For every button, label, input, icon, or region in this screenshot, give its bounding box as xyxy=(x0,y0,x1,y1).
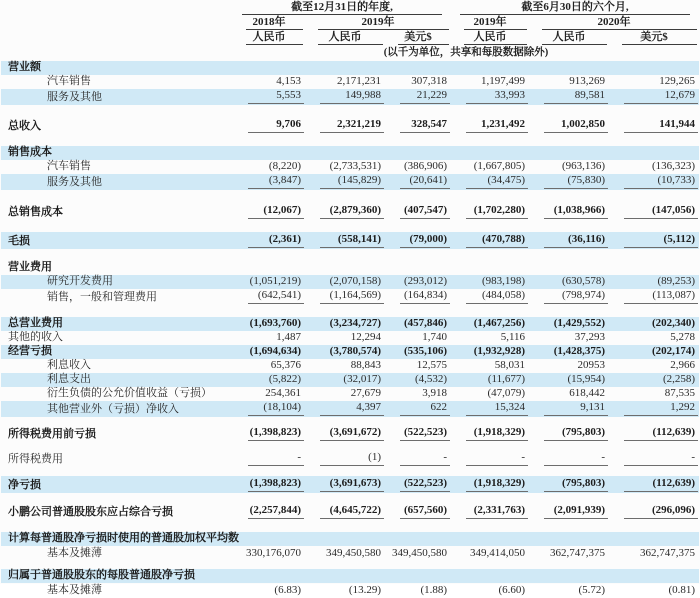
spacer-row xyxy=(1,561,699,569)
row-label: 汽车销售 xyxy=(47,75,91,87)
cell-value: (1,429,552) xyxy=(529,317,609,331)
cell-value: 254,361 xyxy=(265,387,301,399)
cell-value: 5,553 xyxy=(233,89,305,105)
cell-value: 9,706 xyxy=(233,117,305,134)
table-row xyxy=(1,146,699,160)
cell-value: (386,906) xyxy=(403,160,448,172)
cell-value: 149,988 xyxy=(305,89,385,105)
cell-value: 362,747,375 xyxy=(640,547,696,559)
cell-value xyxy=(305,146,385,160)
cell-value xyxy=(529,61,609,75)
row-label: 经营亏损 xyxy=(1,345,233,359)
cell-value xyxy=(385,146,451,160)
spacer-cell xyxy=(1,105,699,117)
table-row xyxy=(1,261,699,275)
row-label: 基本及摊薄 xyxy=(47,547,102,559)
cell-value: 5,278 xyxy=(670,331,696,343)
table-row xyxy=(1,289,699,305)
cell-value: (8,220) xyxy=(268,160,301,172)
cell-value xyxy=(233,146,305,160)
row-label: 基本及摊薄 xyxy=(47,584,102,596)
row-label: 净亏损 xyxy=(1,476,233,493)
cell-value: (293,012) xyxy=(385,275,451,289)
cell-value xyxy=(233,261,305,275)
cell-value xyxy=(305,569,385,583)
cell-value: (12,067) xyxy=(233,203,305,220)
table-row xyxy=(1,451,699,467)
table-body xyxy=(1,61,699,598)
cell-value: (18,104) xyxy=(233,401,305,417)
cell-value: (1,398,823) xyxy=(233,425,305,442)
row-label: 总销售成本 xyxy=(8,206,63,218)
table-row xyxy=(1,275,699,289)
cell-value: (3,780,574) xyxy=(305,345,385,359)
cell-value: (522,523) xyxy=(385,425,451,442)
spacer-cell xyxy=(1,190,699,203)
cell-value: 362,747,375 xyxy=(550,547,606,559)
cell-value: 20953 xyxy=(577,359,606,371)
currency-col-1: 人民币 xyxy=(233,31,305,46)
spacer-cell xyxy=(1,220,699,232)
cell-value: 330,176,070 xyxy=(246,547,301,559)
cell-value: 89,581 xyxy=(529,89,609,105)
row-label: 营业费用 xyxy=(8,261,52,273)
cell-value: (983,198) xyxy=(451,275,529,289)
cell-value: (1,702,280) xyxy=(451,203,529,220)
table-row xyxy=(1,117,699,134)
cell-value: (3,234,727) xyxy=(305,317,385,331)
cell-value: 88,843 xyxy=(350,359,381,371)
cell-value: 33,993 xyxy=(451,89,529,105)
cell-value: (2,361) xyxy=(233,232,305,249)
year-2019-interim: 2019年 xyxy=(451,16,529,31)
income-statement-table xyxy=(1,0,699,598)
row-label: 计算每普通股净亏损时使用的普通股加权平均数 xyxy=(1,532,233,546)
spacer-row xyxy=(1,190,699,203)
cell-value: (1,398,823) xyxy=(233,476,305,493)
cell-value: (1,918,329) xyxy=(451,425,529,442)
cell-value: 65,376 xyxy=(270,359,301,371)
cell-value: (112,639) xyxy=(609,425,699,442)
header-currencies xyxy=(1,31,699,46)
header-years xyxy=(1,16,699,31)
cell-value: (1,667,805) xyxy=(473,160,526,172)
cell-value: - xyxy=(451,451,529,467)
spacer-row xyxy=(1,442,699,451)
header-units-note-row xyxy=(1,46,699,61)
row-label: 汽车销售 xyxy=(47,160,91,172)
cell-value: 349,450,580 xyxy=(392,547,448,559)
cell-value: 3,918 xyxy=(422,387,448,399)
cell-value xyxy=(305,261,385,275)
cell-value: (2,733,531) xyxy=(329,160,381,172)
cell-value: (1,467,256) xyxy=(451,317,529,331)
table-row xyxy=(1,160,699,174)
cell-value: 1,740 xyxy=(422,331,448,343)
cell-value xyxy=(529,569,609,583)
cell-value: (1,164,569) xyxy=(305,289,385,305)
cell-value: 2,966 xyxy=(670,359,696,371)
cell-value: (630,578) xyxy=(529,275,609,289)
table-row xyxy=(1,569,699,583)
cell-value: - xyxy=(609,451,699,467)
spacer-row xyxy=(1,520,699,532)
spacer-row xyxy=(1,249,699,261)
cell-value: 2,321,219 xyxy=(305,117,385,134)
spacer-row xyxy=(1,417,699,425)
table-row xyxy=(1,425,699,442)
cell-value: (1,051,219) xyxy=(233,275,305,289)
spacer-cell xyxy=(1,520,699,532)
cell-value xyxy=(233,532,305,546)
cell-value: 87,535 xyxy=(664,387,696,399)
cell-value: (15,954) xyxy=(529,373,609,387)
table-row xyxy=(1,203,699,220)
row-label: 毛损 xyxy=(1,232,233,249)
cell-value xyxy=(609,61,699,75)
cell-value: (202,340) xyxy=(609,317,699,331)
cell-value: (47,079) xyxy=(487,387,526,399)
header-label-spacer xyxy=(1,0,233,16)
cell-value: (795,803) xyxy=(529,425,609,442)
row-label: 研究开发费用 xyxy=(1,275,233,289)
cell-value: - xyxy=(233,451,305,467)
cell-value: 12,575 xyxy=(416,359,448,371)
row-label: 利息收入 xyxy=(47,359,91,371)
cell-value: (795,803) xyxy=(529,476,609,493)
year-2018: 2018年 xyxy=(233,16,305,31)
table-row xyxy=(1,317,699,331)
cell-value: (6.83) xyxy=(274,584,301,596)
cell-value: 4,153 xyxy=(276,75,301,87)
cell-value xyxy=(451,146,529,160)
cell-value: (202,174) xyxy=(609,345,699,359)
spacer-cell xyxy=(1,442,699,451)
cell-value: 4,397 xyxy=(305,401,385,417)
table-row xyxy=(1,75,699,89)
cell-value: (1,932,928) xyxy=(451,345,529,359)
cell-value: (522,523) xyxy=(385,476,451,493)
cell-value: (1,694,634) xyxy=(233,345,305,359)
cell-value: - xyxy=(529,451,609,467)
cell-value: 1,002,850 xyxy=(529,117,609,134)
cell-value: (113,087) xyxy=(609,289,699,305)
cell-value: (3,691,672) xyxy=(305,425,385,442)
row-label: 营业额 xyxy=(1,61,233,75)
cell-value: (5.72) xyxy=(578,584,606,596)
cell-value xyxy=(385,569,451,583)
cell-value: (2,331,763) xyxy=(451,502,529,520)
cell-value: 27,679 xyxy=(350,387,381,399)
cell-value: 5,116 xyxy=(500,331,526,343)
table-row xyxy=(1,387,699,401)
cell-value: (4,645,722) xyxy=(305,502,385,520)
cell-value: (3,847) xyxy=(233,174,305,190)
currency-col-2: 人民币 xyxy=(305,31,385,46)
cell-value: (75,830) xyxy=(529,174,609,190)
table-row xyxy=(1,89,699,105)
cell-value: 1,231,492 xyxy=(451,117,529,134)
cell-value: 913,269 xyxy=(569,75,606,87)
cell-value: 1,487 xyxy=(276,331,301,343)
cell-value: (1) xyxy=(305,451,385,467)
cell-value: (89,253) xyxy=(609,275,699,289)
cell-value: (1.88) xyxy=(420,584,448,596)
cell-value: (147,056) xyxy=(609,203,699,220)
cell-value: (11,677) xyxy=(451,373,529,387)
cell-value xyxy=(609,532,699,546)
cell-value xyxy=(451,261,529,275)
period-group-annual: 截至12月31日的年度, xyxy=(233,0,451,16)
cell-value: (2,879,360) xyxy=(305,203,385,220)
cell-value: 1,292 xyxy=(609,401,699,417)
cell-value: 37,293 xyxy=(574,331,606,343)
cell-value: (457,846) xyxy=(385,317,451,331)
row-label: 其他的收入 xyxy=(8,331,63,343)
spacer-row xyxy=(1,305,699,317)
table-row xyxy=(1,359,699,373)
cell-value: 15,324 xyxy=(451,401,529,417)
table-row xyxy=(1,546,699,561)
year-2019-annual: 2019年 xyxy=(305,16,451,31)
row-label: 服务及其他 xyxy=(1,89,233,105)
spacer-cell xyxy=(1,561,699,569)
cell-value: 349,414,050 xyxy=(470,547,526,559)
cell-value: 9,131 xyxy=(529,401,609,417)
row-label: 所得税费用前亏损 xyxy=(8,428,96,440)
cell-value: (484,058) xyxy=(451,289,529,305)
spacer-cell xyxy=(1,305,699,317)
row-label: 归属于普通股股东的每股普通股净亏损 xyxy=(1,569,233,583)
currency-col-4: 人民币 xyxy=(451,31,529,46)
cell-value: (164,834) xyxy=(385,289,451,305)
cell-value: 622 xyxy=(385,401,451,417)
cell-value: (6.60) xyxy=(498,584,526,596)
cell-value xyxy=(529,532,609,546)
cell-value: (1,693,760) xyxy=(233,317,305,331)
cell-value: (2,258) xyxy=(609,373,699,387)
cell-value: (1,038,966) xyxy=(529,203,609,220)
cell-value xyxy=(609,569,699,583)
cell-value: (5,822) xyxy=(233,373,305,387)
cell-value: (1,428,375) xyxy=(529,345,609,359)
cell-value: (0.81) xyxy=(668,584,696,596)
row-label: 小鹏公司普通股股东应占综合亏损 xyxy=(8,506,173,518)
currency-col-3: 美元$ xyxy=(385,31,451,46)
cell-value: 12,679 xyxy=(609,89,699,105)
cell-value: (5,112) xyxy=(609,232,699,249)
table-row xyxy=(1,476,699,493)
row-label: 利息支出 xyxy=(1,373,233,387)
row-label: 销售，一般和管理费用 xyxy=(47,291,157,303)
cell-value: (407,547) xyxy=(385,203,451,220)
cell-value xyxy=(305,61,385,75)
cell-value: (2,091,939) xyxy=(529,502,609,520)
row-label: 衍生负债的公允价值收益（亏损） xyxy=(47,387,212,399)
table-row xyxy=(1,373,699,387)
cell-value xyxy=(451,532,529,546)
spacer-cell xyxy=(1,493,699,502)
cell-value: (145,829) xyxy=(305,174,385,190)
spacer-row xyxy=(1,105,699,117)
spacer-cell xyxy=(1,249,699,261)
table-row xyxy=(1,61,699,75)
header-period-groups xyxy=(1,0,699,16)
cell-value: 21,229 xyxy=(385,89,451,105)
cell-value: 618,442 xyxy=(569,387,606,399)
table-row xyxy=(1,532,699,546)
cell-value: (13.29) xyxy=(348,584,381,596)
cell-value xyxy=(385,61,451,75)
cell-value xyxy=(529,146,609,160)
spacer-cell xyxy=(1,417,699,425)
spacer-row xyxy=(1,220,699,232)
spacer-row xyxy=(1,467,699,476)
cell-value xyxy=(451,61,529,75)
period-group-interim: 截至6月30日的六个月, xyxy=(451,0,699,16)
row-label: 所得税费用 xyxy=(8,453,63,465)
cell-value xyxy=(609,146,699,160)
cell-value xyxy=(385,532,451,546)
cell-value: (1,918,329) xyxy=(451,476,529,493)
cell-value: (36,116) xyxy=(529,232,609,249)
cell-value: (535,106) xyxy=(385,345,451,359)
table-row xyxy=(1,174,699,190)
cell-value: (296,096) xyxy=(609,502,699,520)
cell-value xyxy=(233,61,305,75)
cell-value: 141,944 xyxy=(609,117,699,134)
cell-value: (3,691,673) xyxy=(305,476,385,493)
cell-value: 307,318 xyxy=(411,75,448,87)
cell-value xyxy=(385,261,451,275)
cell-value: 58,031 xyxy=(494,359,526,371)
cell-value: 129,265 xyxy=(659,75,696,87)
row-label: 总营业费用 xyxy=(1,317,233,331)
table-row xyxy=(1,345,699,359)
cell-value: (798,974) xyxy=(529,289,609,305)
cell-value: (32,017) xyxy=(305,373,385,387)
cell-value: (4,532) xyxy=(385,373,451,387)
spacer-cell xyxy=(1,467,699,476)
cell-value xyxy=(305,532,385,546)
cell-value: (642,541) xyxy=(233,289,305,305)
cell-value: (2,070,158) xyxy=(305,275,385,289)
spacer-row xyxy=(1,134,699,146)
cell-value xyxy=(451,569,529,583)
table-row xyxy=(1,331,699,345)
cell-value: 1,197,499 xyxy=(481,75,526,87)
units-note: (以千为单位，共享和每股数据除外) xyxy=(383,47,549,58)
cell-value: (112,639) xyxy=(609,476,699,493)
row-label: 其他营业外（亏损）净收入 xyxy=(1,401,233,417)
cell-value: (470,788) xyxy=(451,232,529,249)
cell-value: 2,171,231 xyxy=(337,75,381,87)
cell-value xyxy=(233,569,305,583)
cell-value: (136,323) xyxy=(651,160,696,172)
table-row xyxy=(1,401,699,417)
currency-col-5: 人民币 xyxy=(529,31,609,46)
cell-value: (558,141) xyxy=(305,232,385,249)
spacer-row xyxy=(1,493,699,502)
cell-value: (10,733) xyxy=(609,174,699,190)
year-2020: 2020年 xyxy=(529,16,699,31)
row-label: 销售成本 xyxy=(1,146,233,160)
cell-value: (657,560) xyxy=(385,502,451,520)
cell-value: 328,547 xyxy=(385,117,451,134)
row-label: 服务及其他 xyxy=(1,174,233,190)
table-row xyxy=(1,502,699,520)
table-row xyxy=(1,232,699,249)
spacer-cell xyxy=(1,134,699,146)
cell-value: 349,450,580 xyxy=(326,547,381,559)
cell-value xyxy=(529,261,609,275)
cell-value: (20,641) xyxy=(385,174,451,190)
row-label: 总收入 xyxy=(8,120,41,132)
cell-value: (79,000) xyxy=(385,232,451,249)
table-row xyxy=(1,583,699,598)
cell-value: - xyxy=(385,451,451,467)
cell-value: 12,294 xyxy=(350,331,381,343)
cell-value: (34,475) xyxy=(451,174,529,190)
cell-value xyxy=(609,261,699,275)
cell-value: (963,136) xyxy=(561,160,606,172)
currency-col-6: 美元$ xyxy=(609,31,699,46)
table-header xyxy=(1,0,699,61)
cell-value: (2,257,844) xyxy=(233,502,305,520)
